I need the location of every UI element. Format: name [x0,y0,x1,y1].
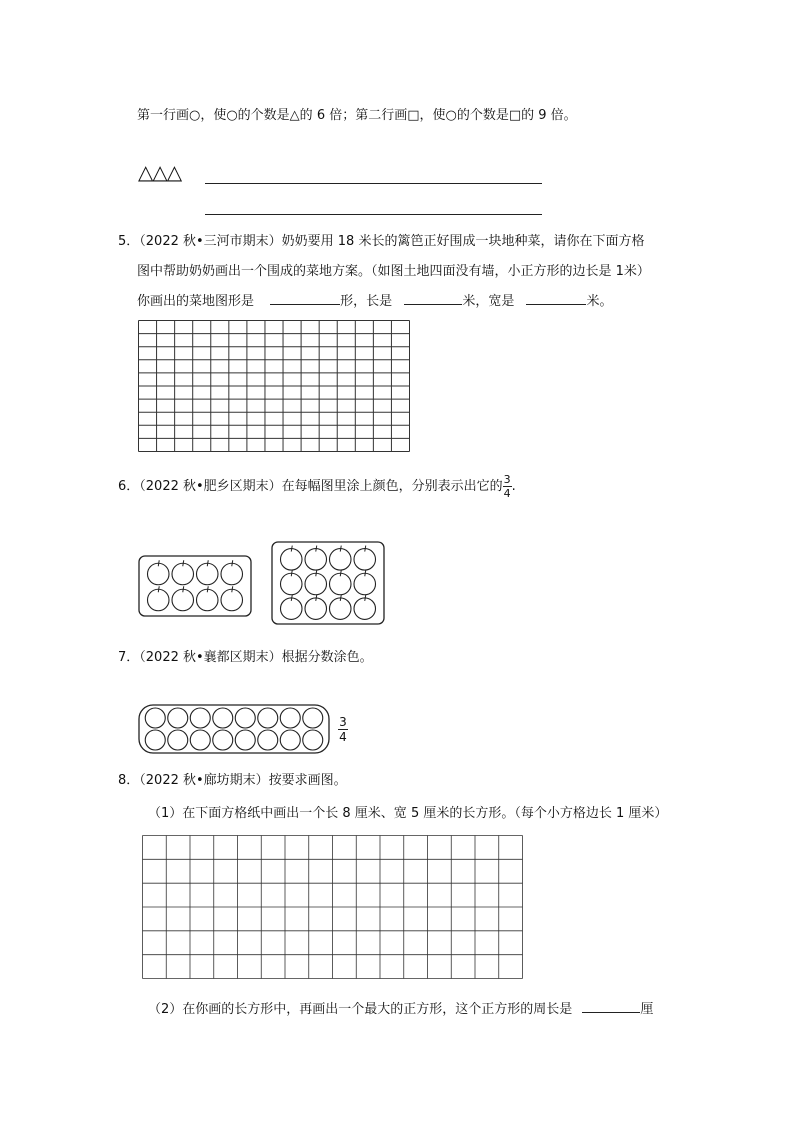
q6-frac-num: 3 [503,473,511,486]
apple-body [354,549,376,571]
apple-stem [365,546,366,552]
q8-grid[interactable] [142,835,523,979]
apple-body [281,598,303,620]
apple-body [305,573,327,595]
circle-shape [280,708,300,728]
apple-stem [291,546,292,552]
q6-apple-box-2[interactable] [271,541,385,625]
apple-body [354,598,376,620]
q5-line1: 5．（2022 秋•三河市期末）奶奶要用 18 米长的篱笆正好围成一块地种菜，请你在下面方格 [118,234,645,249]
apple-stem [158,560,159,566]
q5-prompt-unit: 米。 [586,294,613,309]
circle-shape [145,730,165,750]
apple-icon [330,546,352,571]
q4-instruction: 第一行画○，使○的个数是△的 6 倍；第二行画□，使○的个数是□的 9 倍。 [137,108,577,123]
circle-shape [168,730,188,750]
apple-stem [316,570,317,576]
apple-stem [183,586,184,592]
apple-body [330,549,352,571]
apple-stem [291,595,292,601]
circle-shape [258,730,278,750]
apple-stem [232,586,233,592]
apple-body [197,563,219,585]
q5-answer-row [137,290,612,309]
apple-body [221,589,243,611]
apple-body [330,598,352,620]
apple-stem [291,570,292,576]
apple-icon [281,570,303,595]
apple-icon [354,570,376,595]
q7-text: 7．（2022 秋•襄都区期末）根据分数涂色。 [118,650,373,665]
apple-box-border [139,556,251,616]
apple-icon [281,595,303,620]
q4-answer-line-1[interactable] [205,183,542,184]
apple-icon [172,560,194,585]
q8-perimeter-blank[interactable] [582,1012,640,1013]
apple-body [305,598,327,620]
apple-stem [183,560,184,566]
circle-shape [190,730,210,750]
q6-text-row [118,474,516,499]
apple-icon [281,546,303,571]
apple-stem [365,570,366,576]
apple-icon [354,546,376,571]
apple-body [221,563,243,585]
circle-shape [168,708,188,728]
apple-body [197,589,219,611]
q8-sub2-row [148,998,653,1017]
apple-stem [158,586,159,592]
apple-icon [305,546,327,571]
apple-icon [221,560,243,585]
circle-shape [235,730,255,750]
q8-sub2: （2）在你画的长方形中，再画出一个最大的正方形，这个正方形的周长是 [148,1002,573,1017]
q7-fraction [338,716,348,743]
circle-shape [213,730,233,750]
q4-answer-line-2[interactable] [205,214,542,215]
apple-icon [305,595,327,620]
apple-stem [340,546,341,552]
circle-shape [258,708,278,728]
q5-length-blank[interactable] [404,304,462,305]
apple-body [281,549,303,571]
circle-shape [190,708,210,728]
q5-prompt-length: 形，长是 [340,294,393,309]
q7-circle-box[interactable] [138,704,330,754]
apple-icon [305,570,327,595]
circle-shape [145,708,165,728]
apple-body [281,573,303,595]
apple-stem [316,595,317,601]
apple-icon [197,586,219,611]
apple-body [354,573,376,595]
q5-grid[interactable] [138,320,410,452]
q5-line2: 图中帮助奶奶画出一个围成的菜地方案。（如图土地四面没有墙，小正方形的边长是 1米） [137,264,650,279]
q8-sub1: （1）在下面方格纸中画出一个长 8 厘米、宽 5 厘米的长方形。（每个小方格边长 1 厘米） [148,806,668,821]
apple-icon [330,570,352,595]
apple-body [305,549,327,571]
circle-shape [235,708,255,728]
q7-frac-num: 3 [339,715,347,729]
apple-stem [340,570,341,576]
q7-frac-den: 4 [339,730,347,744]
q6-text: 6．（2022 秋•肥乡区期末）在每幅图里涂上颜色，分别表示出它的 [118,479,503,494]
apple-body [172,563,194,585]
apple-stem [207,560,208,566]
q6-fraction [503,474,512,499]
q5-prompt-width: 米，宽是 [462,294,515,309]
apple-icon [148,586,170,611]
apple-stem [316,546,317,552]
q8-sub2-tail: 厘 [640,1002,654,1017]
q4-triangles: △△△ [138,160,182,184]
apple-body [172,589,194,611]
apple-stem [365,595,366,601]
q5-shape-blank[interactable] [270,304,340,305]
apple-box-border [272,542,384,624]
apple-stem [207,586,208,592]
apple-icon [172,586,194,611]
apple-body [148,589,170,611]
apple-icon [197,560,219,585]
apple-icon [148,560,170,585]
apple-icon [354,595,376,620]
circle-shape [280,730,300,750]
q5-prompt-shape: 你画出的菜地图形是 [137,294,255,309]
apple-stem [340,595,341,601]
circle-shape [213,708,233,728]
apple-stem [232,560,233,566]
q8-text: 8．（2022 秋•廊坊期末）按要求画图。 [118,773,347,788]
circle-box-border [139,705,329,753]
circle-shape [303,730,323,750]
apple-body [330,573,352,595]
apple-icon [330,595,352,620]
q6-frac-den: 4 [503,487,511,500]
circle-shape [303,708,323,728]
apple-body [148,563,170,585]
q6-period: . [511,479,516,494]
apple-icon [221,586,243,611]
q6-apple-box-1[interactable] [138,555,252,617]
q5-width-blank[interactable] [526,304,586,305]
